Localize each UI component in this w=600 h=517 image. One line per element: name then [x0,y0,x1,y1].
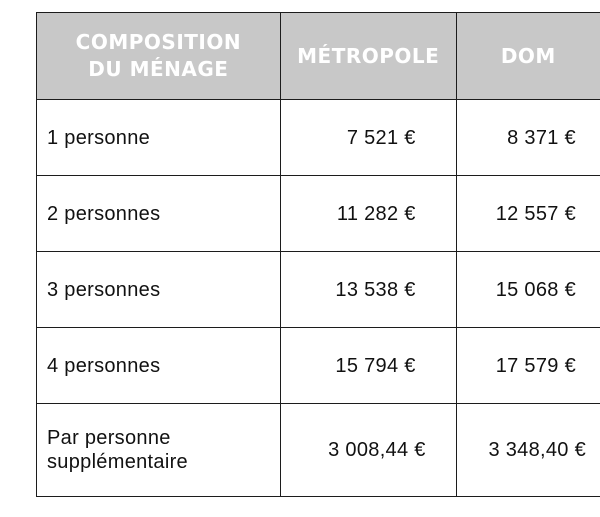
metropole-value: 15 794 € [280,328,456,404]
table-row [37,404,600,497]
table-row [37,328,600,404]
row-label: 1 personne [37,100,281,176]
table-row [37,100,600,176]
header-composition-line1: COMPOSITION [75,30,242,54]
header-composition-line2: DU MÉNAGE [88,57,229,81]
dom-value: 17 579 € [456,328,600,404]
metropole-value: 11 282 € [280,176,456,252]
row-label: 3 personnes [37,252,281,328]
row-label-line2: supplémentaire [47,451,188,473]
table-row [37,176,600,252]
row-label: 4 personnes [37,328,281,404]
dom-value: 15 068 € [456,252,600,328]
table-header-row [37,13,600,100]
header-composition [37,13,281,100]
row-label-line1: Par personne [47,427,171,449]
header-dom: DOM [456,13,600,100]
dom-value: 12 557 € [456,176,600,252]
table-row [37,252,600,328]
dom-value: 8 371 € [456,100,600,176]
dom-value: 3 348,40 € [456,404,600,497]
row-label [37,404,281,497]
income-threshold-table [36,12,600,497]
metropole-value: 3 008,44 € [280,404,456,497]
header-metropole: MÉTROPOLE [280,13,456,100]
metropole-value: 13 538 € [280,252,456,328]
row-label: 2 personnes [37,176,281,252]
metropole-value: 7 521 € [280,100,456,176]
